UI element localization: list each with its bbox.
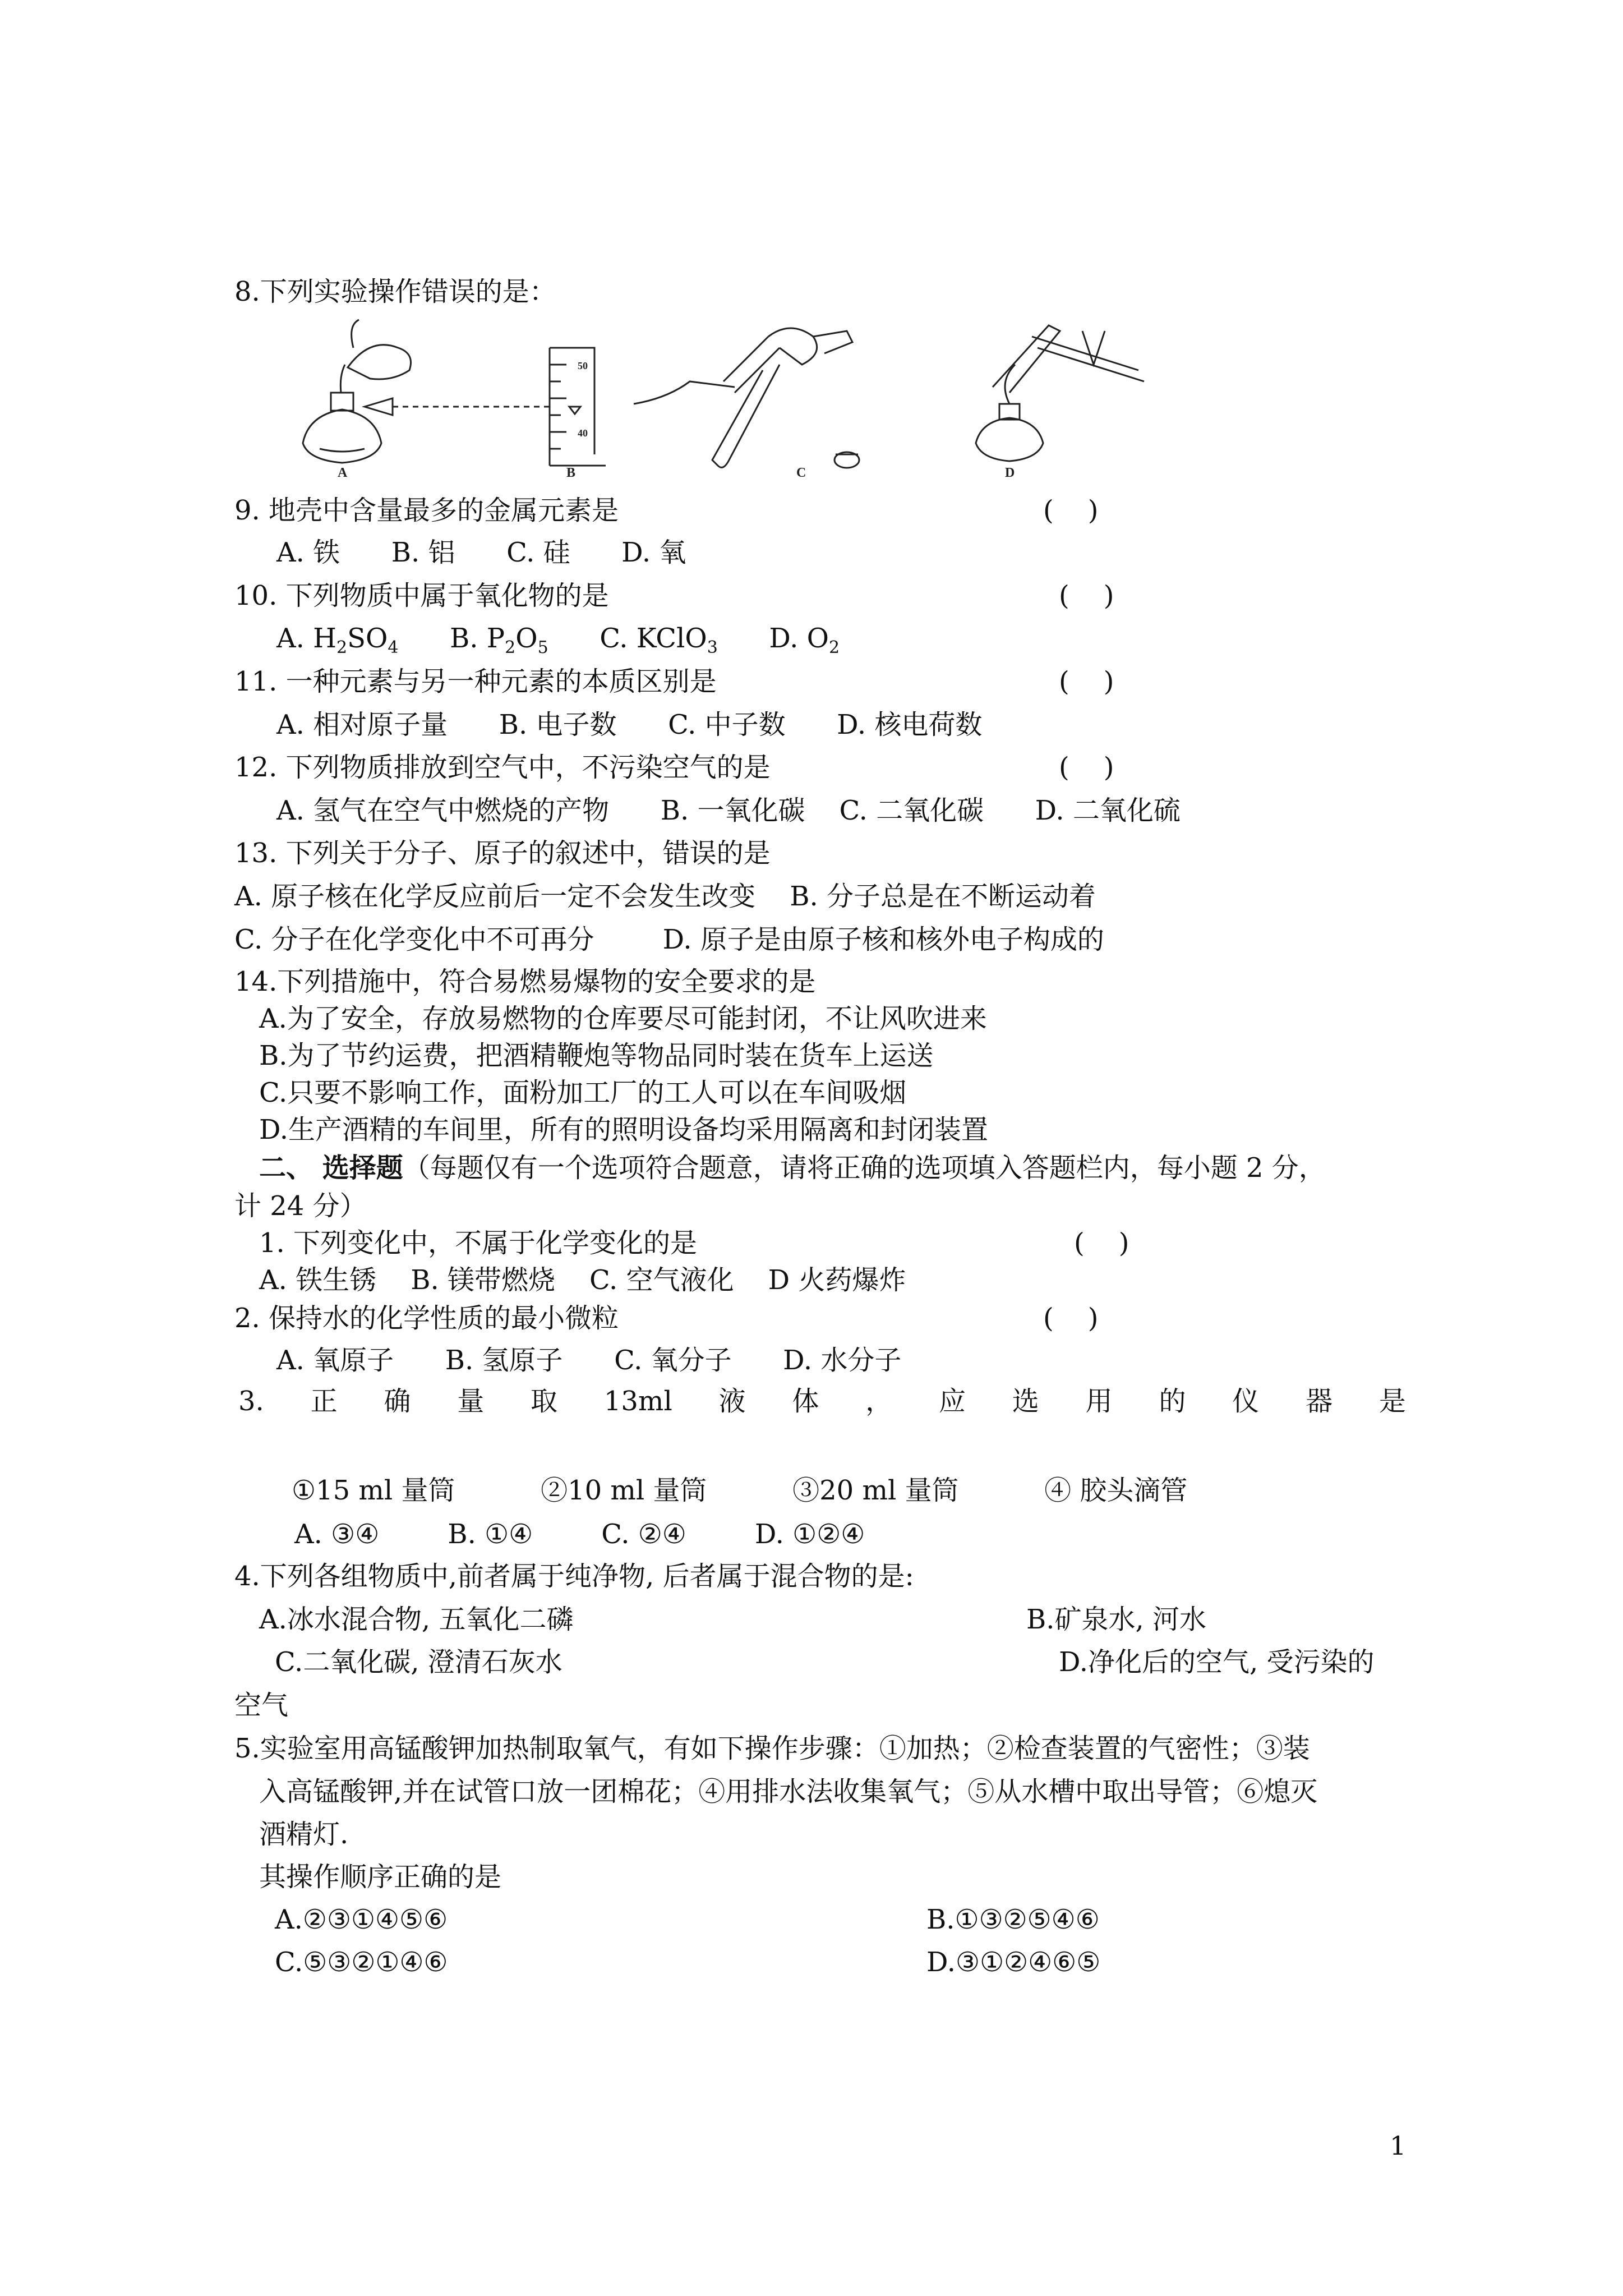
q12-stem: 12. 下列物质排放到空气中，不污染空气的是 [234, 752, 771, 783]
s2q4-option-d-cont: 空气 [234, 1690, 289, 1721]
s2q4-option-d: D.净化后的空气, 受污染的 [1059, 1646, 1375, 1678]
figure-d-heating-test-tube [976, 325, 1144, 461]
q8-figure [286, 314, 1239, 482]
q13-options-line2: C. 分子在化学变化中不可再分 D. 原子是由原子核和核外电子构成的 [234, 924, 1104, 955]
s2q4-option-c: C.二氧化碳, 澄清石灰水 [275, 1646, 562, 1678]
figure-label-c: C [796, 466, 806, 480]
q12-options: A. 氢气在空气中燃烧的产物 B. 一氧化碳 C. 二氧化碳 D. 二氧化硫 [276, 795, 1181, 826]
q8-stem: 8.下列实验操作错误的是： [234, 276, 556, 307]
q13-stem: 13. 下列关于分子、原子的叙述中，错误的是 [234, 838, 771, 869]
s2q5-stem-line4: 其操作顺序正确的是 [259, 1861, 502, 1893]
q14-option-c: C.只要不影响工作，面粉加工厂的工人可以在车间吸烟 [259, 1077, 907, 1108]
cylinder-tick-40: 40 [578, 427, 588, 439]
q13-options-line1: A. 原子核在化学反应前后一定不会发生改变 B. 分子总是在不断运动着 [234, 881, 1096, 912]
s2q3-items: ①15 ml 量筒 ②10 ml 量筒 ③20 ml 量筒 ④ 胶头滴管 [292, 1475, 1188, 1506]
s2q2-options: A. 氧原子 B. 氢原子 C. 氧分子 D. 水分子 [276, 1345, 902, 1376]
s2q1-answer-blank: ( ) [1074, 1227, 1129, 1259]
s2q2-stem: 2. 保持水的化学性质的最小微粒 [234, 1303, 619, 1334]
s2q5-option-c: C.⑤③②①④⑥ [275, 1947, 448, 1978]
page-number: 1 [1390, 2131, 1407, 2161]
q10-answer-blank: ( ) [1059, 580, 1114, 611]
q14-option-d: D.生产酒精的车间里，所有的照明设备均采用隔离和封闭装置 [259, 1114, 989, 1145]
s2q3-options: A. ③④ B. ①④ C. ②④ D. ①②④ [294, 1519, 865, 1550]
s2q1-stem: 1. 下列变化中，不属于化学变化的是 [259, 1227, 698, 1259]
s2q2-answer-blank: ( ) [1043, 1303, 1099, 1334]
q10-options: A. $H_2SO_4$ B. $P_2O_5$ C. KClO$_3$ D. $O_2$ [276, 623, 840, 657]
cylinder-tick-50: 50 [578, 360, 588, 371]
s2q5-option-d: D.③①②④⑥⑤ [926, 1947, 1101, 1978]
figure-b-graduated-cylinder [365, 348, 606, 466]
section2-description-cont: 计 24 分） [234, 1190, 367, 1222]
section2-heading [259, 1151, 1326, 1185]
s2q5-stem-line3: 酒精灯. [259, 1819, 349, 1850]
s2q3-stem: 3. 正 确 量 取 13ml 液 体 ， 应 选 用 的 仪 器 是 [238, 1386, 1406, 1417]
q9-stem: 9. 地壳中含量最多的金属元素是 [234, 495, 619, 526]
figure-label-b: B [566, 466, 576, 480]
s2q4-option-a: A.冰水混合物, 五氧化二磷 [259, 1604, 574, 1635]
q12-answer-blank: ( ) [1059, 752, 1114, 783]
s2q5-stem-line1: 5.实验室用高锰酸钾加热制取氧气，有如下操作步骤：①加热；②检查装置的气密性；③装 [234, 1733, 1310, 1764]
section2-number: 二、 [259, 1152, 322, 1184]
figure-label-d: D [1005, 466, 1015, 480]
s2q5-option-a: A.②③①④⑤⑥ [275, 1904, 448, 1935]
s2q4-stem: 4.下列各组物质中,前者属于纯净物, 后者属于混合物的是: [234, 1561, 914, 1592]
q9-options: A. 铁 B. 铝 C. 硅 D. 氧 [276, 537, 686, 568]
q11-answer-blank: ( ) [1059, 666, 1114, 697]
q11-stem: 11. 一种元素与另一种元素的本质区别是 [234, 666, 717, 697]
s2q5-stem-line2: 入高锰酸钾,并在试管口放一团棉花；④用排水法收集氧气；⑤从水槽中取出导管；⑥熄灭 [259, 1776, 1318, 1807]
q14-option-b: B.为了节约运费，把酒精鞭炮等物品同时装在货车上运送 [259, 1040, 934, 1071]
q14-stem: 14.下列措施中，符合易燃易爆物的安全要求的是 [234, 966, 816, 997]
s2q4-option-b: B.矿泉水, 河水 [1026, 1604, 1207, 1635]
q11-options: A. 相对原子量 B. 电子数 C. 中子数 D. 核电荷数 [276, 709, 983, 740]
figure-a-alcohol-lamp-lighting [303, 320, 411, 463]
q9-answer-blank: ( ) [1043, 495, 1099, 526]
figure-label-a: A [338, 466, 348, 480]
s2q1-options: A. 铁生锈 B. 镁带燃烧 C. 空气液化 D 火药爆炸 [259, 1264, 906, 1296]
s2q5-option-b: B.①③②⑤④⑥ [926, 1904, 1100, 1935]
figure-c-pouring-into-test-tube [634, 328, 859, 468]
q14-option-a: A.为了安全，存放易燃物的仓库要尽可能封闭，不让风吹进来 [259, 1003, 987, 1034]
section2-title: 选择题 [322, 1152, 403, 1184]
q10-stem: 10. 下列物质中属于氧化物的是 [234, 580, 609, 611]
section2-description: （每题仅有一个选项符合题意，请将正确的选项填入答题栏内，每小题 2 分， [403, 1152, 1326, 1184]
